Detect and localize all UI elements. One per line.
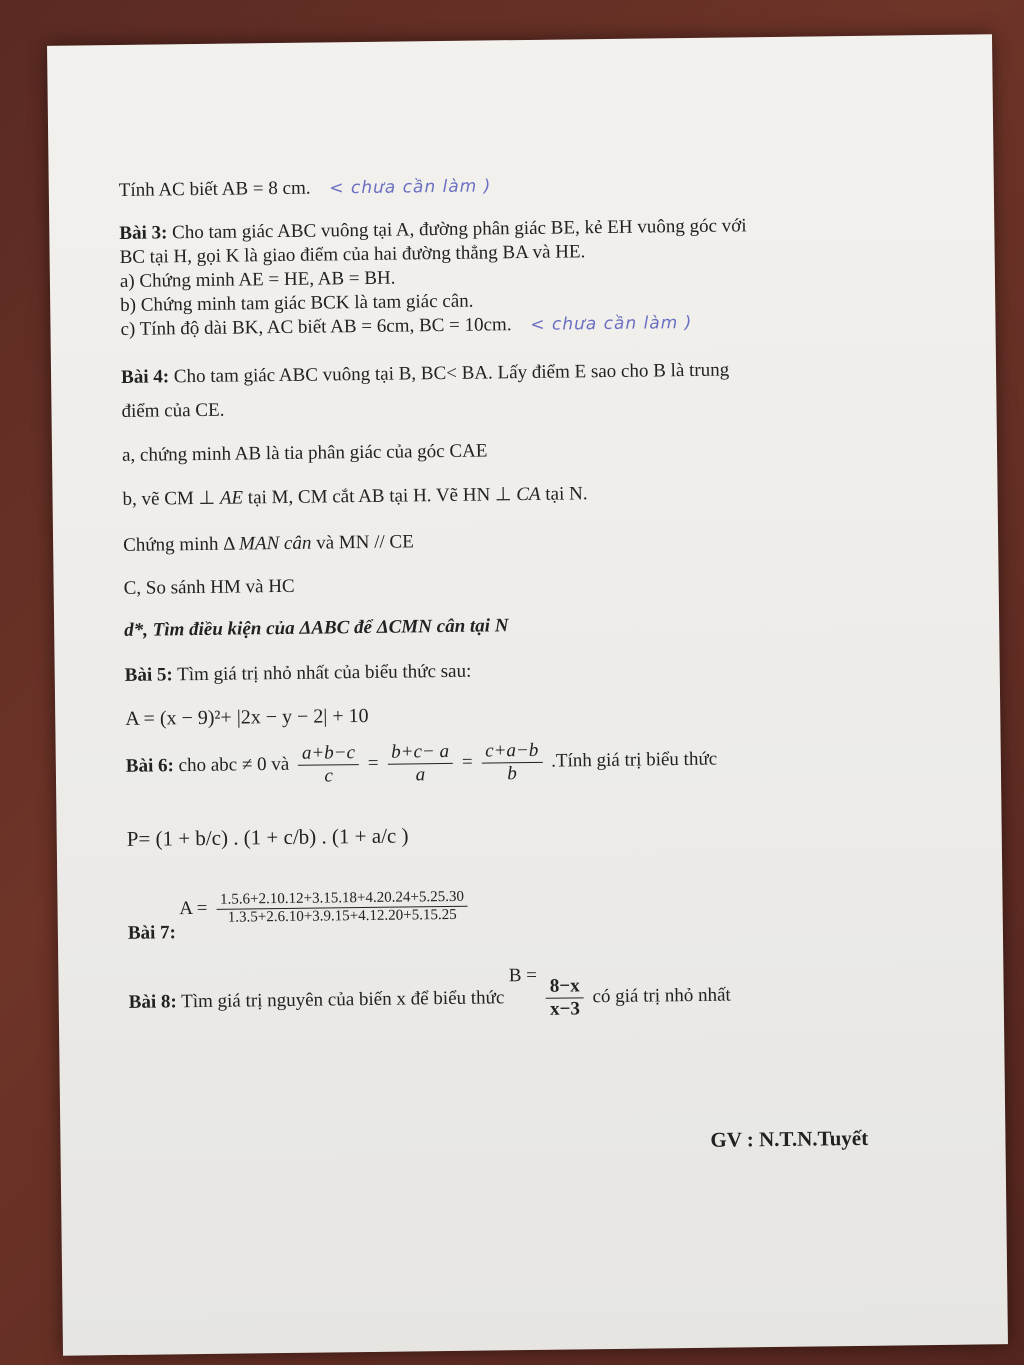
bai4-chung-minh	[123, 531, 414, 557]
bai3-c-text: c) Tính độ dài BK, AC biết AB = 6cm, BC = 10cm.	[120, 314, 512, 340]
bai4-b	[122, 482, 587, 511]
bai8-line	[128, 963, 731, 1026]
bai4-line2: điểm của CE.	[121, 399, 225, 422]
bai4-heading: Bài 4:	[120, 366, 170, 388]
bai3-b: b) Chứng minh tam giác BCK là tam giác cân.	[120, 290, 474, 316]
bai5-line	[125, 661, 472, 687]
bai3-text1: Cho tam giác ABC vuông tại A, đường phân giác BE, kẻ EH vuông góc với	[171, 215, 747, 244]
f1-den: c	[324, 765, 334, 787]
line-1-text: Tính AC biết AB = 8 cm.	[118, 177, 311, 201]
bai6-fraction-1	[298, 742, 360, 788]
bai8-fraction	[546, 975, 584, 1020]
bai7-fraction	[216, 889, 468, 927]
bai4-cm-man: MAN cân	[238, 532, 312, 555]
bai4-b-end: tại N.	[540, 483, 588, 505]
line-1	[119, 175, 492, 202]
bai8-text: Tìm giá trị nguyên của biến x để biểu thức	[176, 987, 505, 1013]
bai6-pre: cho abc ≠ 0 và	[173, 753, 290, 777]
bai6-fraction-2	[387, 741, 453, 787]
bai4-b-ae: AE	[219, 487, 244, 509]
bai6-line	[126, 738, 718, 790]
bai7-num: 1.5.6+2.10.12+3.15.18+4.20.24+5.25.30	[216, 889, 468, 910]
exam-paper	[47, 34, 1008, 1355]
bai7-heading: Bài 7:	[127, 922, 177, 944]
bai4-a: a, chứng minh AB là tia phân giác của góc CAE	[121, 440, 488, 466]
bai8-den: x−3	[549, 998, 581, 1020]
bai3-a: a) Chứng minh AE = HE, AB = BH.	[119, 267, 396, 292]
equals-sign: =	[461, 751, 473, 773]
bai7-line	[127, 889, 472, 945]
bai5-text: Tìm giá trị nhỏ nhất của biểu thức sau:	[172, 660, 472, 686]
bai4-b-pre: b, vẽ CM ⊥	[122, 487, 221, 510]
bai5-expression: A = (x − 9)²+ |2x − y − 2| + 10	[125, 704, 369, 730]
bai6-post: .Tính giá trị biểu thức	[551, 748, 718, 772]
bai4-d: d*, Tìm điều kiện của ΔABC để ΔCMN cân tại N	[124, 615, 509, 641]
f3-num: c+a−b	[481, 740, 542, 764]
bai3-heading: Bài 3:	[119, 222, 168, 244]
teacher-signature: GV : N.T.N.Tuyết	[710, 1125, 869, 1152]
bai8-post: có giá trị nhỏ nhất	[592, 984, 731, 1008]
f1-num: a+b−c	[298, 742, 359, 766]
bai5-heading: Bài 5:	[124, 664, 173, 686]
handwritten-note: < chưa cần làm )	[329, 176, 492, 199]
bai3-line1	[119, 215, 746, 245]
bai4-cm-end: và MN // CE	[311, 531, 414, 554]
bai6-fraction-3	[481, 740, 543, 786]
bai8-num: 8−x	[546, 975, 584, 998]
equals-sign: =	[367, 752, 379, 774]
handwritten-note: < chưa cần làm )	[530, 312, 693, 335]
bai4-line1	[121, 360, 729, 389]
bai4-c: C, So sánh HM và HC	[123, 575, 295, 599]
bai3-c	[120, 312, 692, 341]
bai7-a-label: A =	[179, 897, 208, 920]
bai4-b-ca: CA	[516, 483, 541, 506]
bai4-cm-pre: Chứng minh Δ	[123, 533, 240, 556]
bai8-heading: Bài 8:	[128, 991, 177, 1013]
bai4-text1: Cho tam giác ABC vuông tại B, BC< BA. Lấy điểm E sao cho B là trung	[173, 359, 730, 388]
bai6-heading: Bài 6:	[125, 755, 174, 777]
bai6-p-expression: P= (1 + b/c) . (1 + c/b) . (1 + a/c )	[126, 823, 409, 851]
f2-num: b+c− a	[387, 741, 453, 765]
f3-den: b	[507, 763, 517, 785]
bai8-b-label: B =	[508, 964, 538, 987]
bai3-line2: BC tại H, gọi K là giao điểm của hai đường thẳng BA và HE.	[119, 241, 586, 268]
bai7-den: 1.3.5+2.6.10+3.9.15+4.12.20+5.15.25	[227, 906, 457, 926]
f2-den: a	[415, 764, 426, 786]
bai4-b-mid: tại M, CM cắt AB tại H. Vẽ HN ⊥	[242, 484, 517, 509]
